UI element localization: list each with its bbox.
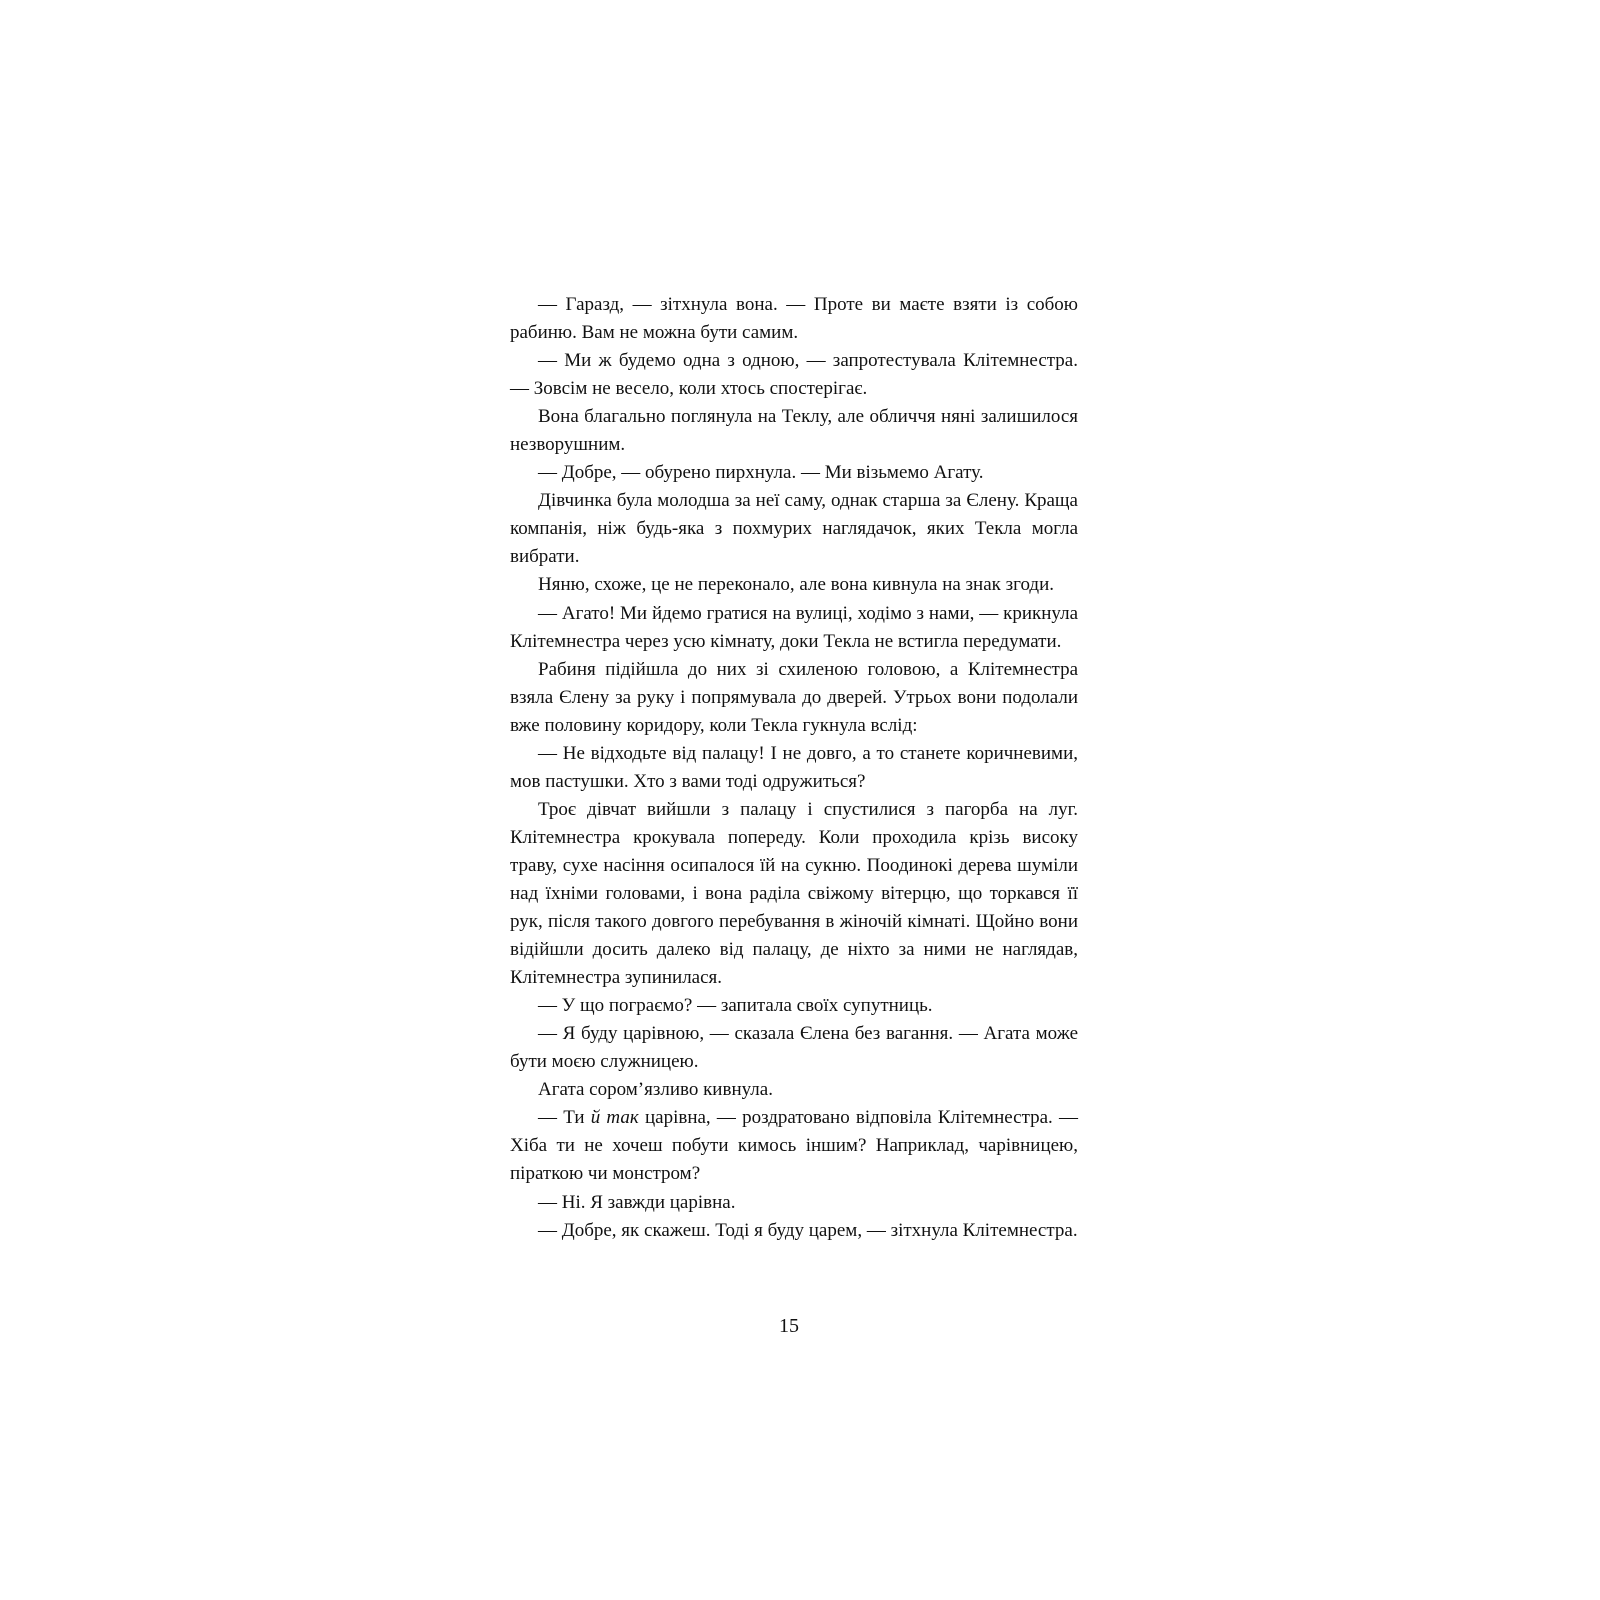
paragraph: — Ні. Я завжди царівна. [538,1191,736,1213]
paragraph-text: царівна, — роздратовано відповіла Клітемнестра. — Хіба ти не хочеш побути кимось іншим? Наприклад, чарівницею, піраткою чи монстром? [510,1107,1078,1185]
paragraph: — У що пограємо? — запитала своїх супутниць. [538,995,933,1017]
paragraph: Агата сором’язливо кивнула. [538,1079,773,1101]
paragraph: — Я буду царівною, — сказала Єлена без вагання. — Агата може бути моєю служницею. [510,1023,1078,1073]
body-text [510,291,1078,1245]
paragraph: — Добре, як скажеш. Тоді я буду царем, — зітхнула Клітемнестра. [538,1219,1078,1241]
paragraph: Троє дівчат вийшли з палацу і спустилися з пагорба на луг. Клітемнестра крокувала попереду. Коли проходила крізь високу траву, сухе насіння осипалося їй на сукню. Поодинокі дерева шуміли над їхніми головами, і вона раділа свіжому вітерцю, що торкався її рук, після такого довгого перебування в жіночій кімнаті. Щойно вони відійшли досить далеко від палацу, де ніхто за ними не наглядав, Клітемнестра зупинилася. [510,798,1078,989]
paragraph: Няню, схоже, це не переконало, але вона кивнула на знак згоди. [538,574,1054,596]
paragraph: — Агато! Ми йдемо гратися на вулиці, ходімо з нами, — крикнула Клітемнестра через усю кімнату, доки Текла не встигла передумати. [510,602,1078,652]
paragraph: Дівчинка була молодша за неї саму, однак старша за Єлену. Краща компанія, ніж будь-яка з похмурих наглядачок, яких Текла могла вибрати. [510,490,1078,568]
page-number: 15 [779,1315,799,1337]
paragraph: — Не відходьте від палацу! І не довго, а то станете коричневими, мов пастушки. Хто з вами тоді одружиться? [510,742,1078,792]
paragraph-text: — Ти [538,1107,591,1129]
emphasis-text: й так [590,1107,639,1129]
paragraph: Вона благально поглянула на Теклу, але обличчя няні залишилося незворушним. [510,406,1078,456]
paragraph: — Ми ж будемо одна з одною, — запротестувала Клітемнестра. — Зовсім не весело, коли хтось спостерігає. [510,350,1078,400]
paragraph-with-emphasis [510,1104,1078,1188]
paragraph: — Гаразд, — зітхнула вона. — Проте ви маєте взяти із собою рабиню. Вам не можна бути самим. [510,294,1078,344]
paragraph: Рабиня підійшла до них зі схиленою головою, а Клітемнестра взяла Єлену за руку і попрямувала до дверей. Утрьох вони подолали вже половину коридору, коли Текла гукнула вслід: [510,658,1078,736]
paragraph: — Добре, — обурено пирхнула. — Ми візьмемо Агату. [538,462,984,484]
